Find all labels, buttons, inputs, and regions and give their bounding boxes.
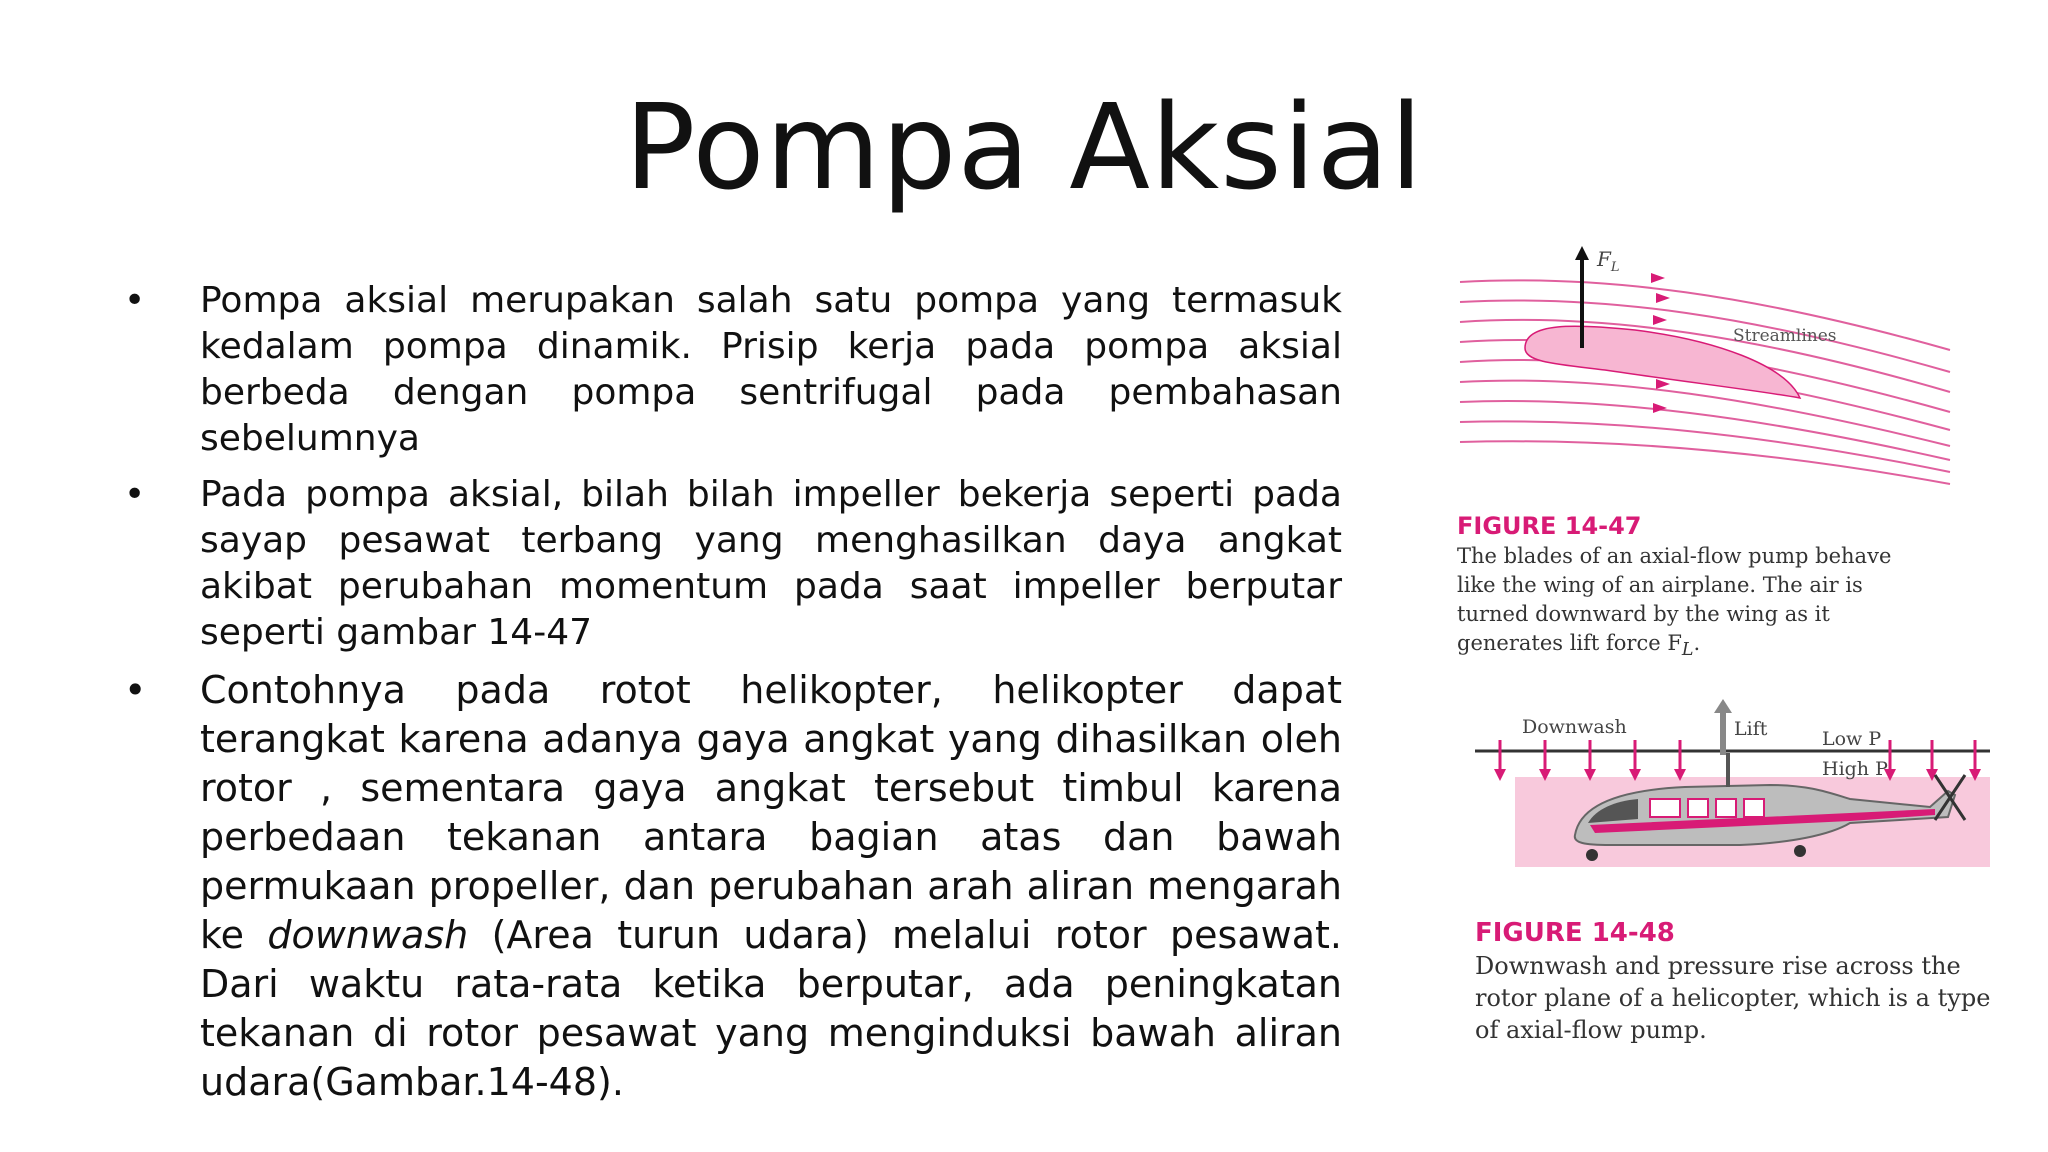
figure-14-48-diagram xyxy=(1470,695,2010,905)
high-p-label: High P xyxy=(1822,758,1888,780)
bullet-text-italic: downwash xyxy=(267,913,469,957)
helicopter-windows xyxy=(1650,799,1764,817)
figure-14-48-caption: Downwash and pressure rise across the rotor plane of a helicopter, which is a type of axial-flow pump. xyxy=(1475,952,1991,1044)
svg-text:FL xyxy=(1596,247,1620,275)
bullet-list xyxy=(120,278,1342,1117)
bullet-text-part: Contohnya pada rotot helikopter, helikopter dapat terangkat karena adanya gaya angkat yang dihasilkan oleh rotor , sementara gaya angkat tersebut timbul karena perbedaan tekanan antara bagian atas dan bawah permukaan propeller, dan perubahan arah aliran mengarah ke xyxy=(200,668,1342,957)
low-p-label: Low P xyxy=(1822,728,1882,750)
figure-14-47-title: FIGURE 14-47 xyxy=(1457,512,1642,540)
figure-14-47-diagram xyxy=(1455,240,1975,500)
caption-sub: L xyxy=(1681,640,1694,661)
bullet-text: Pada pompa aksial, bilah bilah impeller bekerja seperti pada sayap pesawat terbang yang menghasilkan daya angkat akibat perubahan momentum pada saat impeller berputar seperti gambar 14-47 xyxy=(200,474,1342,653)
force-label: F xyxy=(1597,247,1611,271)
caption-text: The blades of an axial-flow pump behave like the wing of an airplane. The air is turned downward by the wing as it generates lift force F xyxy=(1457,544,1892,655)
bullet-dot: • xyxy=(124,668,147,712)
lift-arrow-head xyxy=(1714,699,1732,713)
bullet-item xyxy=(120,472,1342,656)
lift-arrow-head xyxy=(1575,246,1589,260)
force-label-sub: L xyxy=(1610,260,1620,275)
bullet-dot: • xyxy=(124,474,146,515)
streamlines-label: Streamlines xyxy=(1733,326,1837,346)
bullet-text: Pompa aksial merupakan salah satu pompa yang termasuk kedalam pompa dinamik. Prisip kerja pada pompa aksial berbeda dengan pompa sentrifugal pada pembahasan sebelumnya xyxy=(200,280,1342,459)
slide-title: Pompa Aksial xyxy=(624,78,1424,216)
bullet-item xyxy=(120,278,1342,462)
caption-end: . xyxy=(1693,631,1701,655)
figure-14-48-title: FIGURE 14-48 xyxy=(1475,918,1675,948)
downwash-label: Downwash xyxy=(1522,716,1627,738)
bullet-item xyxy=(120,666,1342,1107)
bullet-dot: • xyxy=(124,280,146,321)
downwash-arrows xyxy=(1494,740,1981,781)
bullet-text-part: (Area turun udara) melalui rotor pesawat. Dari waktu rata-rata ketika berputar, ada peningkatan tekanan di rotor pesawat yang menginduksi bawah aliran udara(Gambar.14-48). xyxy=(200,913,1342,1104)
figure-14-47-caption xyxy=(1457,542,1927,665)
lift-label: Lift xyxy=(1734,718,1768,740)
